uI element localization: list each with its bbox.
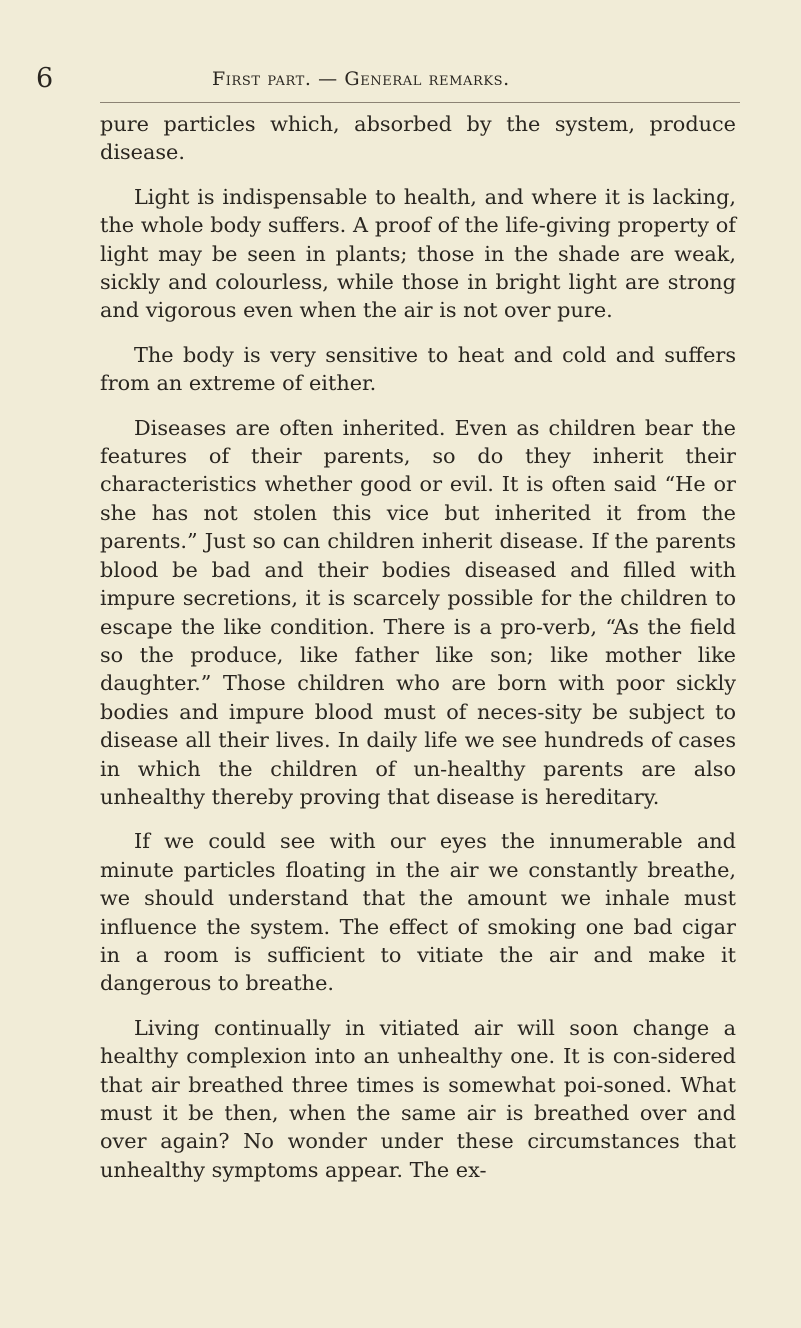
paragraph-vitiated-air: Living continually in vitiated air will soon change a healthy complexion into an unhealthy one. It is con-sidered that air breathed three times is somewhat poi-soned. What must it be then, when the same air is breathed over and over again? No wonder under these circumstances that unhealthy symptoms appear. The ex- — [100, 1015, 736, 1182]
paragraph-continued: pure particles which, absorbed by the system, produce disease. — [100, 112, 736, 165]
paragraph-inherited-disease: Diseases are often inherited. Even as children bear the features of their parents, so do they inherit their characteristics whether good or evil. It is often said “He or she has not stolen this vice but inherited it from the parents.” Just so can children inherit disease. If the parents blood be bad and their bodies diseased and filled with impure secretions, it is scarcely possible for the children to escape the like condition. There is a pro-verb, “As the field so the produce, like father like son; like mother like daughter.” Those children who are born with poor sickly bodies and impure blood must of neces-sity be subject to disease all their lives. In daily life we see hundreds of cases in which the children of un-healthy parents are also unhealthy thereby proving that disease is hereditary. — [100, 415, 736, 809]
paragraph-light: Light is indispensable to health, and where it is lacking, the whole body suffers. A proof of the life-giving property of light may be seen in plants; those in the shade are weak, sickly and colourless, while those in bright light are strong and vigorous even when the air is not over pure. — [100, 184, 736, 323]
running-title: First part. — General remarks. — [212, 68, 510, 90]
page-header — [36, 62, 756, 96]
paragraph-air-particles: If we could see with our eyes the innumerable and minute particles floating in the air we constantly breathe, we should understand that the amount we inhale must influence the system. The effect of smoking one bad cigar in a room is sufficient to vitiate the air and make it dangerous to breathe. — [100, 829, 736, 996]
body-text — [100, 110, 736, 1200]
paragraph-heat-cold: The body is very sensitive to heat and cold and suffers from an extreme of either. — [100, 342, 736, 396]
page-number: 6 — [36, 63, 54, 94]
header-rule — [100, 102, 740, 103]
